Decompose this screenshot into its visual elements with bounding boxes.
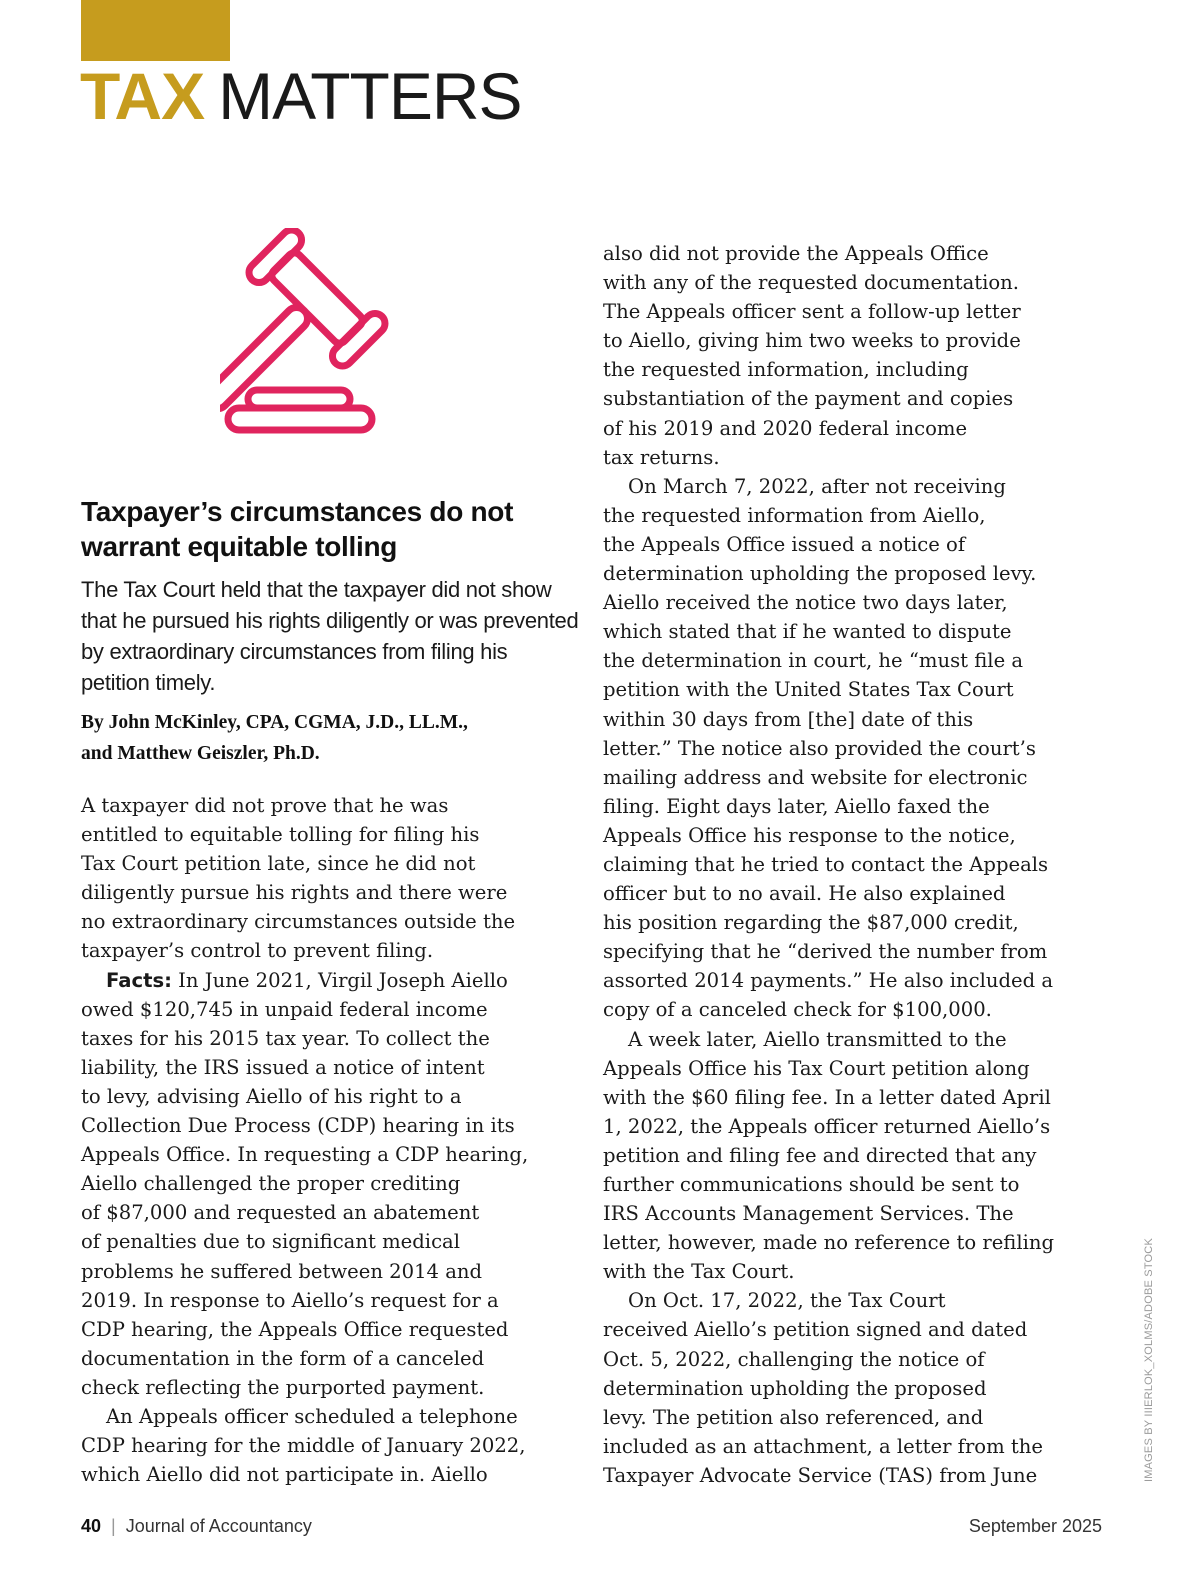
body-line: On March 7, 2022, after not receiving <box>628 474 1006 498</box>
body-line: the requested information, including <box>603 358 969 382</box>
body-line: letter.” The notice also provided the court’s <box>603 736 1036 760</box>
body-line: 2019. In response to Aiello’s request for a <box>81 1288 499 1312</box>
issue-date: September 2025 <box>968 1516 1102 1536</box>
body-line: Appeals Office his response to the notice, <box>603 823 1016 847</box>
body-line: filing. Eight days later, Aiello faxed the <box>603 794 990 818</box>
body-line: problems he suffered between 2014 and <box>81 1259 483 1283</box>
body-column-right <box>603 239 1103 1490</box>
body-line: tax returns. <box>603 445 720 469</box>
section-title-bold: TAX <box>80 59 205 133</box>
body-line: with any of the requested documentation. <box>603 271 1020 295</box>
gavel-icon <box>220 228 450 443</box>
body-line: to Aiello, giving him two weeks to provide <box>603 329 1021 353</box>
body-line: the requested information from Aiello, <box>603 503 986 527</box>
body-line: claiming that he tried to contact the Appeals <box>603 852 1049 876</box>
image-credit-text: IMAGES BY IIIERLOK_XOLMS/ADOBE STOCK <box>1143 1238 1155 1482</box>
body-line: entitled to equitable tolling for filing his <box>81 823 480 847</box>
article-headline: Taxpayer’s circumstances do not warrant equitable tolling <box>81 496 514 562</box>
body-line: received Aiello’s petition signed and dated <box>603 1318 1028 1342</box>
body-line: Appeals Office. In requesting a CDP hearing, <box>81 1143 529 1167</box>
body-line: taxes for his 2015 tax year. To collect the <box>81 1026 490 1050</box>
body-line: officer but to no avail. He also explained <box>603 882 1006 906</box>
body-line: diligently pursue his rights and there were <box>81 881 508 905</box>
body-line: within 30 days from [the] date of this <box>603 707 974 731</box>
body-line: to levy, advising Aiello of his right to a <box>81 1084 462 1108</box>
article-dek: The Tax Court held that the taxpayer did not show that he pursued his rights diligently or was prevented by extraordinary circumstances from filing his petition timely. <box>81 577 579 695</box>
body-line: Collection Due Process (CDP) hearing in its <box>81 1114 515 1138</box>
body-line: IRS Accounts Management Services. The <box>603 1202 1014 1226</box>
facts-label: Facts: <box>106 968 172 992</box>
body-line: Taxpayer Advocate Service (TAS) from June <box>603 1463 1038 1487</box>
body-line: of penalties due to significant medical <box>81 1230 460 1254</box>
body-line <box>81 966 581 995</box>
body-line: liability, the IRS issued a notice of intent <box>81 1055 485 1079</box>
byline-line: By John McKinley, CPA, CGMA, J.D., LL.M., <box>81 712 468 733</box>
body-line: check reflecting the purported payment. <box>81 1375 485 1399</box>
section-accent-bar <box>81 0 230 61</box>
body-line: levy. The petition also referenced, and <box>603 1405 984 1429</box>
body-line: copy of a canceled check for $100,000. <box>603 998 992 1022</box>
article-byline <box>81 707 581 769</box>
body-line: On Oct. 17, 2022, the Tax Court <box>628 1289 946 1313</box>
body-line: the determination in court, he “must file a <box>603 649 1024 673</box>
body-line: specifying that he “derived the number from <box>603 940 1048 964</box>
body-line: determination upholding the proposed levy. <box>603 562 1037 586</box>
body-line: included as an attachment, a letter from the <box>603 1434 1043 1458</box>
section-title-light: MATTERS <box>218 59 522 133</box>
body-line: 1, 2022, the Appeals officer returned Aiello’s <box>603 1114 1051 1138</box>
body-line: Aiello challenged the proper crediting <box>81 1172 461 1196</box>
body-line: owed $120,745 in unpaid federal income <box>81 997 488 1021</box>
body-line: Oct. 5, 2022, challenging the notice of <box>603 1347 985 1371</box>
body-line: substantiation of the payment and copies <box>603 387 1014 411</box>
publication-name: Journal of Accountancy <box>125 1516 312 1536</box>
page-number: 40 <box>81 1516 102 1536</box>
body-line: letter, however, made no reference to refiling <box>603 1231 1055 1255</box>
body-line: CDP hearing for the middle of January 2022, <box>81 1434 526 1458</box>
body-line: An Appeals officer scheduled a telephone <box>106 1404 518 1428</box>
body-column-left <box>81 791 581 1489</box>
body-line-text: In June 2021, Virgil Joseph Aiello <box>178 968 508 992</box>
body-line: petition and filing fee and directed that any <box>603 1143 1037 1167</box>
body-line: mailing address and website for electronic <box>603 765 1028 789</box>
body-line: A week later, Aiello transmitted to the <box>628 1027 1007 1051</box>
body-line: with the $60 filing fee. In a letter dated April <box>603 1085 1051 1109</box>
body-line: no extraordinary circumstances outside the <box>81 910 516 934</box>
body-line: taxpayer’s control to prevent filing. <box>81 939 434 963</box>
body-line: which stated that if he wanted to dispute <box>603 620 1012 644</box>
body-line: also did not provide the Appeals Office <box>603 242 989 265</box>
body-line: determination upholding the proposed <box>603 1376 987 1400</box>
body-line: Aiello received the notice two days later, <box>603 591 1008 615</box>
body-line: The Appeals officer sent a follow-up letter <box>603 300 1021 324</box>
body-line: further communications should be sent to <box>603 1173 1020 1196</box>
section-title <box>80 56 522 136</box>
image-credit <box>1143 1222 1159 1482</box>
body-line: A taxpayer did not prove that he was <box>81 794 449 817</box>
body-line: which Aiello did not participate in. Aiello <box>81 1463 488 1487</box>
body-line: his position regarding the $87,000 credit, <box>603 911 1019 935</box>
body-line: CDP hearing, the Appeals Office requested <box>81 1317 509 1341</box>
body-line: assorted 2014 payments.” He also included a <box>603 969 1054 993</box>
body-line: the Appeals Office issued a notice of <box>603 532 966 556</box>
byline-line: and Matthew Geiszler, Ph.D. <box>81 743 320 764</box>
body-line: of his 2019 and 2020 federal income <box>603 416 968 440</box>
footer-separator: | <box>111 1516 116 1536</box>
body-line: documentation in the form of a canceled <box>81 1346 485 1370</box>
body-line: of $87,000 and requested an abatement <box>81 1201 480 1225</box>
body-line: with the Tax Court. <box>603 1260 795 1284</box>
body-line: Appeals Office his Tax Court petition along <box>603 1056 1030 1080</box>
body-line: petition with the United States Tax Court <box>603 678 1014 702</box>
body-line: Tax Court petition late, since he did not <box>81 852 476 876</box>
footer-left <box>81 1516 312 1537</box>
